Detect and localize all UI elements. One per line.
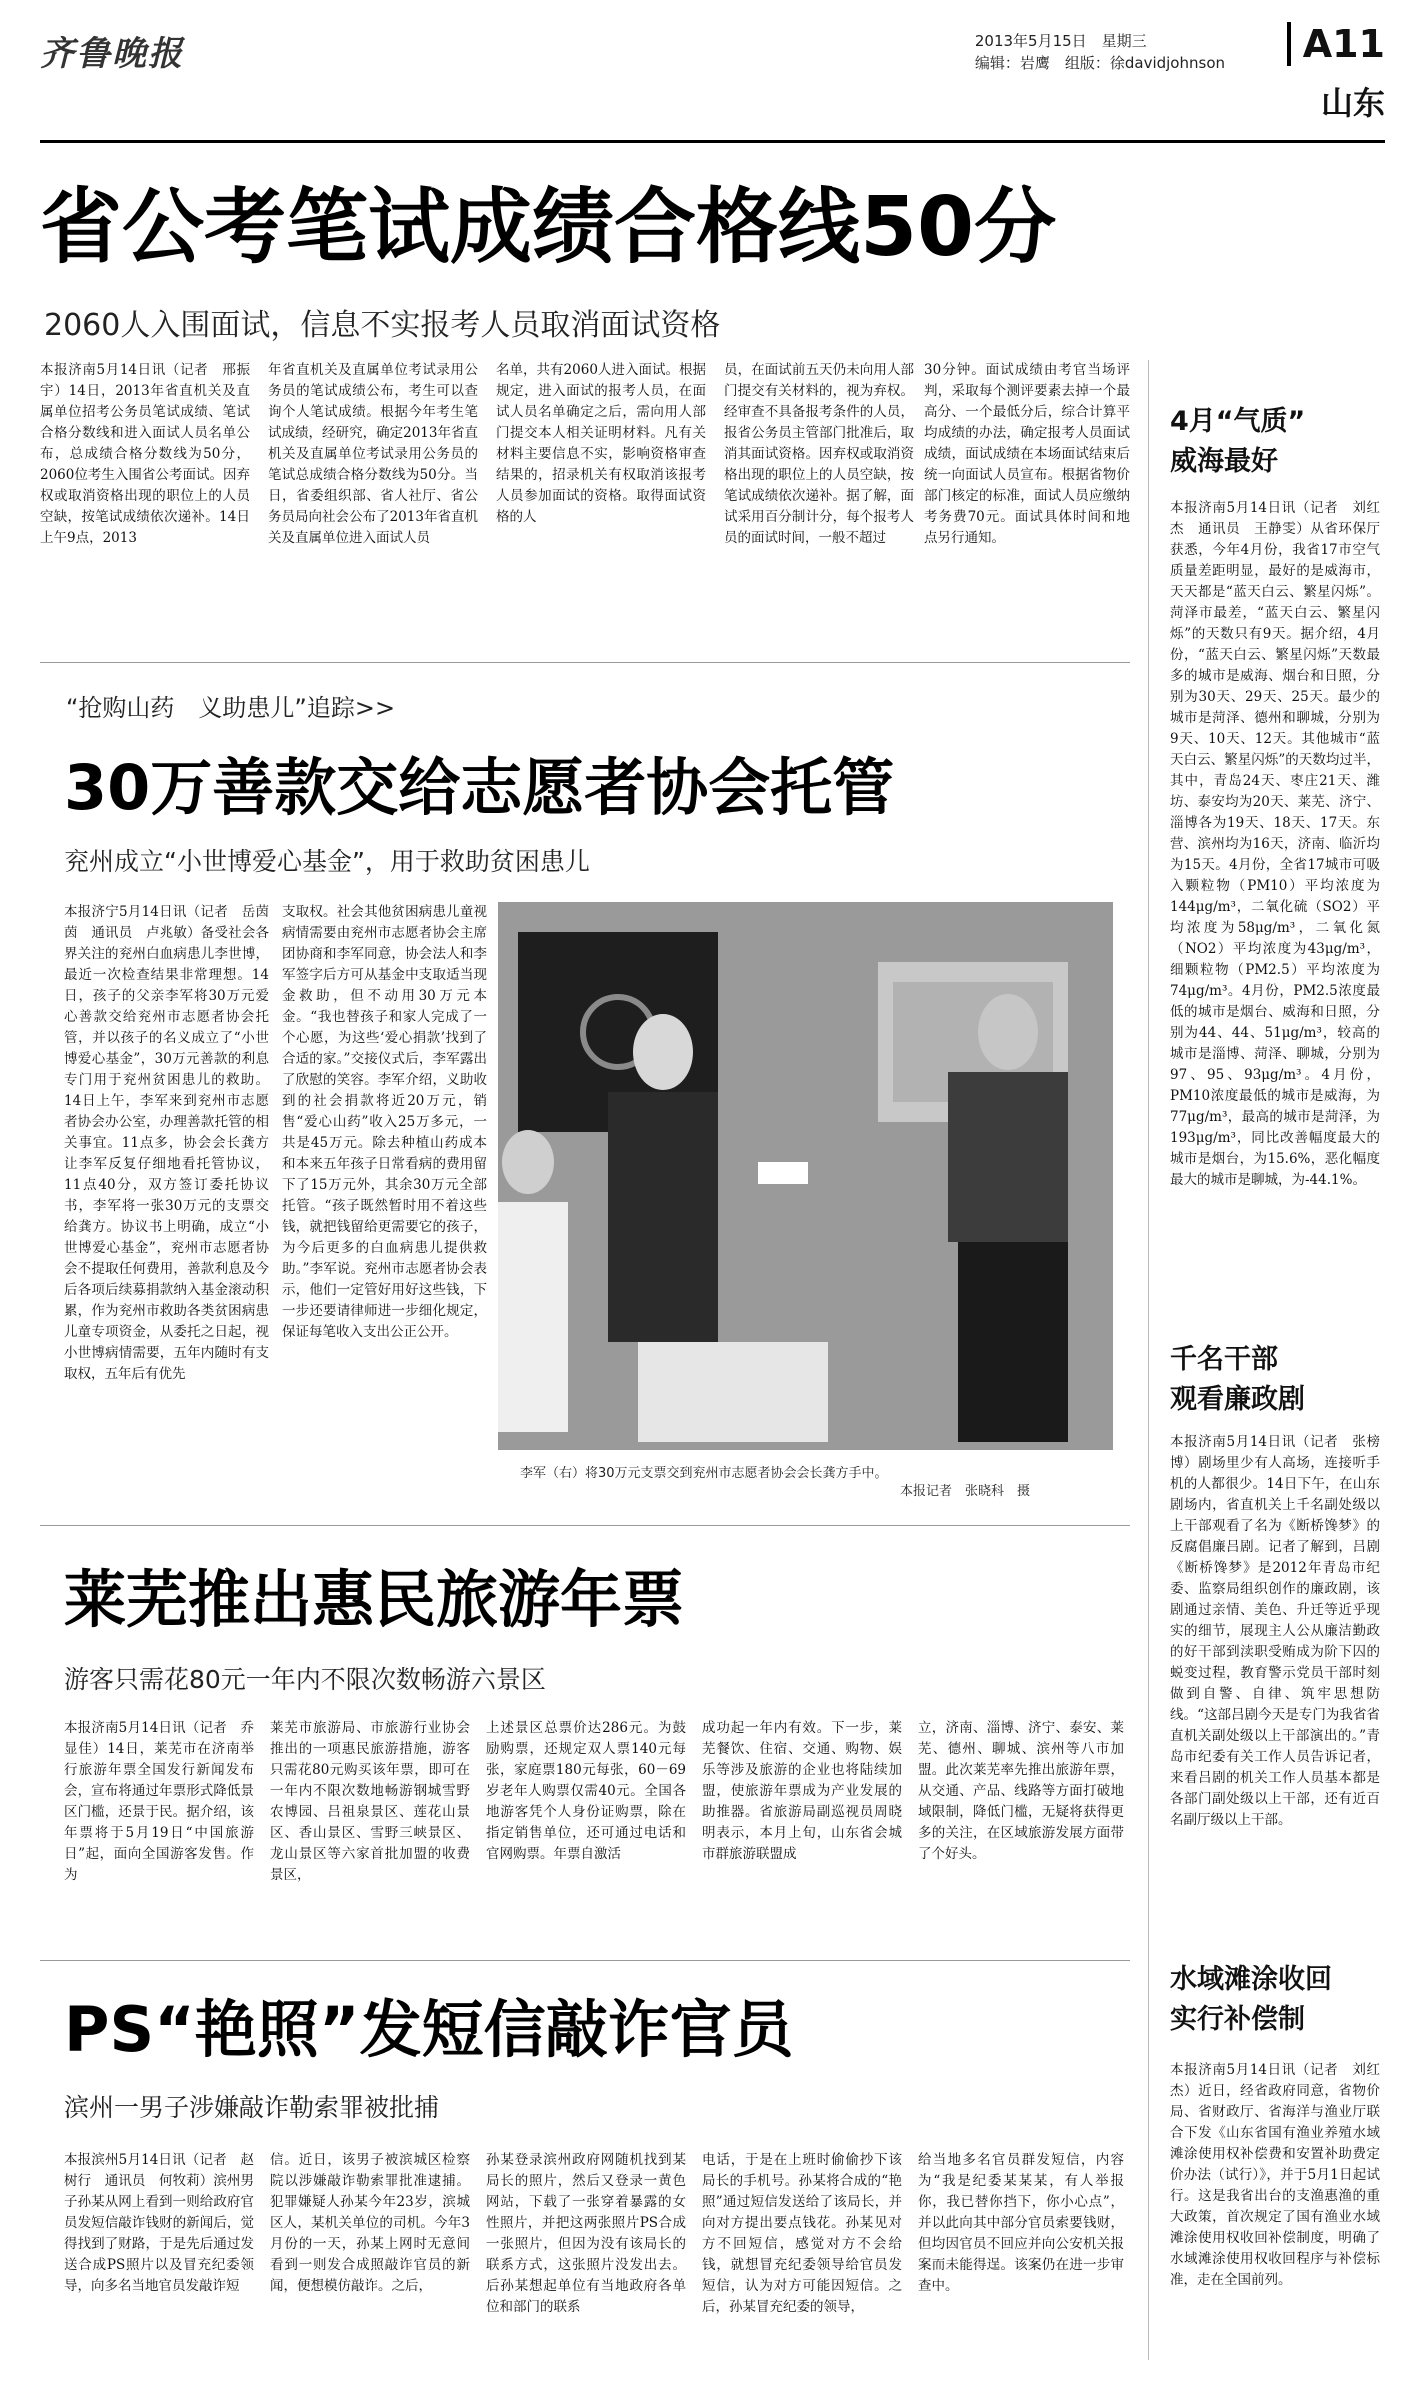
sidebar-item3-headline-line2: 实行补偿制 — [1170, 2004, 1305, 2035]
story1-col-4: 员，在面试前五天仍未向用人部门提交有关材料的，视为弃权。经审查不具备报考条件的人员，报省公务员主管部门批准后，取消其面试资格。因弃权或取消资格出现的职位上的人员空缺，按笔试成绩依次递补。据了解，面试采用百分制计分，每个报考人员的面试时间，一般不超过 — [724, 362, 914, 546]
sidebar-item1-text: 本报济南5月14日讯（记者 刘红杰 通讯员 王静雯）从省环保厅获悉，今年4月份，我省17市空气质量差距明显，最好的是威海市，天天都是“蓝天白云、繁星闪烁”。菏泽市最差，“蓝天白云、繁星闪烁”的天数只有9天。据介绍，4月份，“蓝天白云、繁星闪烁”天数最多的城市是威海、烟台和日照，分别为30天、29天、25天。最少的城市是菏泽、德州和聊城，分别为9天、10天、12天。其他城市“蓝天白云、繁星闪烁”的天数均过半，其中，青岛24天、枣庄21天、潍坊、泰安均为20天、莱芜、济宁、淄博各为19天、18天、17天。东营、滨州均为16天，济南、临沂均为15天。4月份，全省17城市可吸入颗粒物（PM10）平均浓度为144μg/m³，二氧化硫（SO2）平均浓度为58μg/m³，二氧化氮（NO2）平均浓度为43μg/m³，细颗粒物（PM2.5）平均浓度为74μg/m³。4月份，PM2.5浓度最低的城市是烟台、威海和日照，分别为44、44、51μg/m³，较高的城市是淄博、菏泽、聊城，分别为97、95、93μg/m³。4月份，PM10浓度最低的城市是威海，为77μg/m³，最高的城市是菏泽，为193μg/m³，同比改善幅度最大的城市是烟台，为15.6%，恶化幅度最大的城市是聊城，为-44.1%。 — [1170, 500, 1380, 1188]
story1-col-1: 本报济南5月14日讯（记者 邢振宇）14日，2013年省直机关及直属单位招考公务员笔试成绩、笔试合格分数线和进入面试人员名单公布，总成绩合格分数线为50分，2060位考生入围省公考面试。因弃权或取消资格出现的职位上的人员空缺，按笔试成绩依次递补。14日上午9点，2013 — [40, 362, 250, 546]
story2-col-2: 支取权。社会其他贫困病患儿童视病情需要由兖州市志愿者协会主席团协商和李军同意，协会法人和李军签字后方可从基金中支取适当现金救助，但不动用30万元本金。“我也替孩子和家人完成了一个心愿，为这些‘爱心捐款’找到了合适的家。”交接仪式后，李军露出了欣慰的笑容。李军介绍，义助收到的社会捐款将近20万元，销售“爱心山药”收入25万多元，一共是45万元。除去种植山药成本和本来五年孩子日常看病的费用留下了15万元外，其余30万元全部托管。“孩子既然暂时用不着这些钱，就把钱留给更需要它的孩子，为今后更多的白血病患儿提供救助。”李军说。兖州市志愿者协会表示，他们一定管好用好这些钱，下一步还要请律师进一步细化规定，保证每笔收入支出公正公开。 — [282, 904, 487, 1340]
sidebar-item2-headline-line1: 千名干部 — [1170, 1344, 1278, 1375]
sidebar-divider — [1148, 360, 1149, 2360]
sidebar-item1-headline-line2: 威海最好 — [1170, 446, 1278, 477]
newspaper-logo: 齐鲁晚报 — [40, 34, 184, 74]
story4-col-4: 电话，于是在上班时偷偷抄下该局长的手机号。孙某将合成的“艳照”通过短信发送给了该局长，并向对方提出要点钱花。孙某见对方不回短信，感觉对方不会给钱，就想冒充纪委领导给官员发短信，认为对方可能因短信。之后，孙某冒充纪委的领导， — [702, 2152, 902, 2315]
sidebar-item2-text: 本报济南5月14日讯（记者 张榜博）剧场里少有人高场，连接听手机的人都很少。14日下午，在山东剧场内，省直机关上千名副处级以上干部观看了名为《断桥馋梦》的反腐倡廉吕剧。记者了解到，吕剧《断桥馋梦》是2012年青岛市纪委、监察局组织创作的廉政剧，该剧通过亲情、美色、升迁等近乎现实的细节，展现主人公从廉洁勤政的好干部到渎职受贿成为阶下囚的蜕变过程，教育警示党员干部时刻做到自警、自律、筑牢思想防线。“这部吕剧今天是专门为我省省直机关副处级以上干部演出的。”青岛市纪委有关工作人员告诉记者，来看吕剧的机关工作人员基本都是各部门副处级以上干部，还有近百名副厅级以上干部。 — [1170, 1434, 1380, 1828]
issue-info — [975, 30, 1225, 74]
sidebar-item3-headline-line1: 水域滩涂收回 — [1170, 1964, 1332, 1995]
story4-col-2: 信。近日，该男子被滨城区检察院以涉嫌敲诈勒索罪批准逮捕。犯罪嫌疑人孙某今年23岁，滨城区人，某机关单位的司机。今年3月份的一天，孙某上网时无意间看到一则发合成照敲诈官员的新闻，便想模仿敲诈。之后， — [270, 2152, 470, 2294]
story3-headline: 莱芜推出惠民旅游年票 — [64, 1563, 685, 1636]
story2-col-1: 本报济宁5月14日讯（记者 岳茵茵 通讯员 卢兆敏）备受社会各界关注的兖州白血病患儿李世博，最近一次检查结果非常理想。14日，孩子的父亲李军将30万元爱心善款交给兖州市志愿者协会托管，并以孩子的名义成立了“小世博爱心基金”，30万元善款的利息专门用于兖州贫困患儿的救助。14日上午，李军来到兖州市志愿者协会办公室，办理善款托管的相关事宜。11点多，协会会长龚方让李军反复仔细地看托管协议，11点40分，双方签订委托协议书，李军将一张30万元的支票交给龚方。协议书上明确，成立“小世博爱心基金”，兖州市志愿者协会不提取任何费用，善款利息及今后各项后续募捐款纳入基金滚动积累，作为兖州市救助各类贫困病患儿童专项资金，从委托之日起，视小世博病情需要，五年内随时有支取权，五年后有优先 — [64, 904, 269, 1382]
story3-col-4: 成功起一年内有效。下一步，莱芜餐饮、住宿、交通、购物、娱乐等涉及旅游的企业也将陆续加盟，使旅游年票成为产业发展的助推器。省旅游局副巡视员周晓明表示，本月上旬，山东省会城市群旅游联盟成 — [702, 1720, 902, 1862]
story3-col-3: 上述景区总票价达286元。为鼓励购票，还规定双人票140元每张，家庭票180元每张，60－69岁老年人购票仅需40元。全国各地游客凭个人身份证购票，除在指定销售单位，还可通过电话和官网购票。年票自激活 — [486, 1720, 686, 1862]
story3-subhead: 游客只需花80元一年内不限次数畅游六景区 — [64, 1665, 546, 1694]
sidebar-item1-headline — [1170, 402, 1305, 482]
story4-col-3: 孙某登录滨州政府网随机找到某局长的照片，然后又登录一黄色网站，下载了一张穿着暴露的女性照片，并把这两张照片PS合成一张照片，但因为没有该局长的联系方式，这张照片没发出去。后孙某想起单位有当地政府各单位和部门的联系 — [486, 2152, 686, 2315]
story1-col-2: 年省直机关及直属单位考试录用公务员的笔试成绩公布，考生可以查询个人笔试成绩。根据今年考生笔试成绩，经研究，确定2013年省直机关及直属单位考试录用公务员的笔试总成绩合格分数线为50分。当日，省委组织部、省人社厅、省公务员局向社会公布了2013年省直机关及直属单位进入面试人员 — [268, 362, 478, 546]
story3-col-2: 莱芜市旅游局、市旅游行业协会推出的一项惠民旅游措施，游客只需花80元购买该年票，即可在一年内不限次数地畅游钢城雪野农博园、吕祖泉景区、莲花山景区、香山景区、雪野三峡景区、龙山景区等六家首批加盟的收费景区， — [270, 1720, 470, 1883]
story4-col-5: 给当地多名官员群发短信，内容为“我是纪委某某某，有人举报你，我已替你挡下，你小心点”，并以此向其中部分官员索要钱财，但均因官员不回应并向公安机关报案而未能得逞。该案仍在进一步审查中。 — [918, 2152, 1124, 2294]
story4-col-1: 本报滨州5月14日讯（记者 赵树行 通讯员 何牧莉）滨州男子孙某从网上看到一则给政府官员发短信敲诈钱财的新闻后，觉得找到了财路，于是先后通过发送合成PS照片以及冒充纪委领导，向多名当地官员发敲诈短 — [64, 2152, 254, 2294]
handover-photo-image — [498, 902, 1113, 1450]
page-number: A11 — [1287, 22, 1385, 66]
photo-credit: 本报记者 张晓科 摄 — [900, 1484, 1031, 1499]
story1-headline: 省公考笔试成绩合格线50分 — [40, 180, 1057, 275]
issue-editors: 编辑：岩鹰 组版：徐davidjohnson — [974, 54, 1225, 72]
divider — [40, 1960, 1130, 1961]
sidebar-item2-headline — [1170, 1340, 1305, 1420]
photo-caption: 李军（右）将30万元支票交到兖州市志愿者协会会长龚方手中。 — [520, 1466, 888, 1481]
story3-col-1: 本报济南5月14日讯（记者 乔显佳）14日，莱芜市在济南举行旅游年票全国发行新闻发布会，宣布将通过年票形式降低景区门槛，还景于民。据介绍，该年票将于5月19日“中国旅游日”起，面向全国游客发售。作为 — [64, 1720, 254, 1883]
top-rule — [40, 140, 1385, 143]
sidebar-item1-headline-line1: 4月“气质” — [1170, 406, 1306, 437]
story3-col-5: 立，济南、淄博、济宁、泰安、莱芜、德州、聊城、滨州等八市加盟。此次莱芜率先推出旅游年票，从交通、产品、线路等方面打破地域限制，降低门槛，无疑将获得更多的关注，在区域旅游发展方面带了个好头。 — [918, 1720, 1124, 1862]
story2-kicker: “抢购山药 义助患儿”追踪>> — [66, 694, 396, 722]
story4-subhead: 滨州一男子涉嫌敲诈勒索罪被批捕 — [64, 2093, 440, 2122]
story1-col-3: 名单，共有2060人进入面试。根据规定，进入面试的报考人员，在面试人员名单确定之后，需向用人部门提交本人相关证明材料。凡有关材料主要信息不实，影响资格审查结果的，招录机关有权取消该报考人员参加面试的资格。取得面试资格的人 — [496, 362, 706, 525]
story2-subhead: 兖州成立“小世博爱心基金”，用于救助贫困患儿 — [64, 847, 590, 876]
section-name: 山东 — [1320, 84, 1385, 122]
sidebar-item3-text: 本报济南5月14日讯（记者 刘红杰）近日，经省政府同意，省物价局、省财政厅、省海洋与渔业厅联合下发《山东省国有渔业养殖水域滩涂使用权补偿费和安置补助费定价办法（试行）》，并于5月1日起试行。这是我省出台的支渔惠渔的重大政策，首次规定了国有渔业水域滩涂使用权收回补偿制度，明确了水域滩涂使用权收回程序与补偿标准，走在全国前列。 — [1170, 2062, 1380, 2288]
sidebar-item3-headline — [1170, 1960, 1332, 2040]
story4-headline: PS“艳照”发短信敲诈官员 — [64, 1993, 794, 2066]
story1-subhead: 2060人入围面试，信息不实报考人员取消面试资格 — [44, 308, 721, 343]
handover-photo — [498, 902, 1113, 1450]
story1-col-5: 30分钟。面试成绩由考官当场评判，采取每个测评要素去掉一个最高分、一个最低分后，综合计算平均成绩的办法，确定报考人员面试成绩，面试成绩在本场面试结束后统一向面试人员宣布。根据省物价部门核定的标准，面试人员应缴纳考务费70元。面试具体时间和地点另行通知。 — [924, 362, 1130, 546]
divider — [40, 662, 1130, 663]
sidebar-item2-headline-line2: 观看廉政剧 — [1170, 1384, 1305, 1415]
story2-headline: 30万善款交给志愿者协会托管 — [64, 751, 895, 824]
masthead — [40, 18, 1385, 122]
issue-date: 2013年5月15日 星期三 — [974, 32, 1147, 50]
divider — [40, 1525, 1130, 1526]
